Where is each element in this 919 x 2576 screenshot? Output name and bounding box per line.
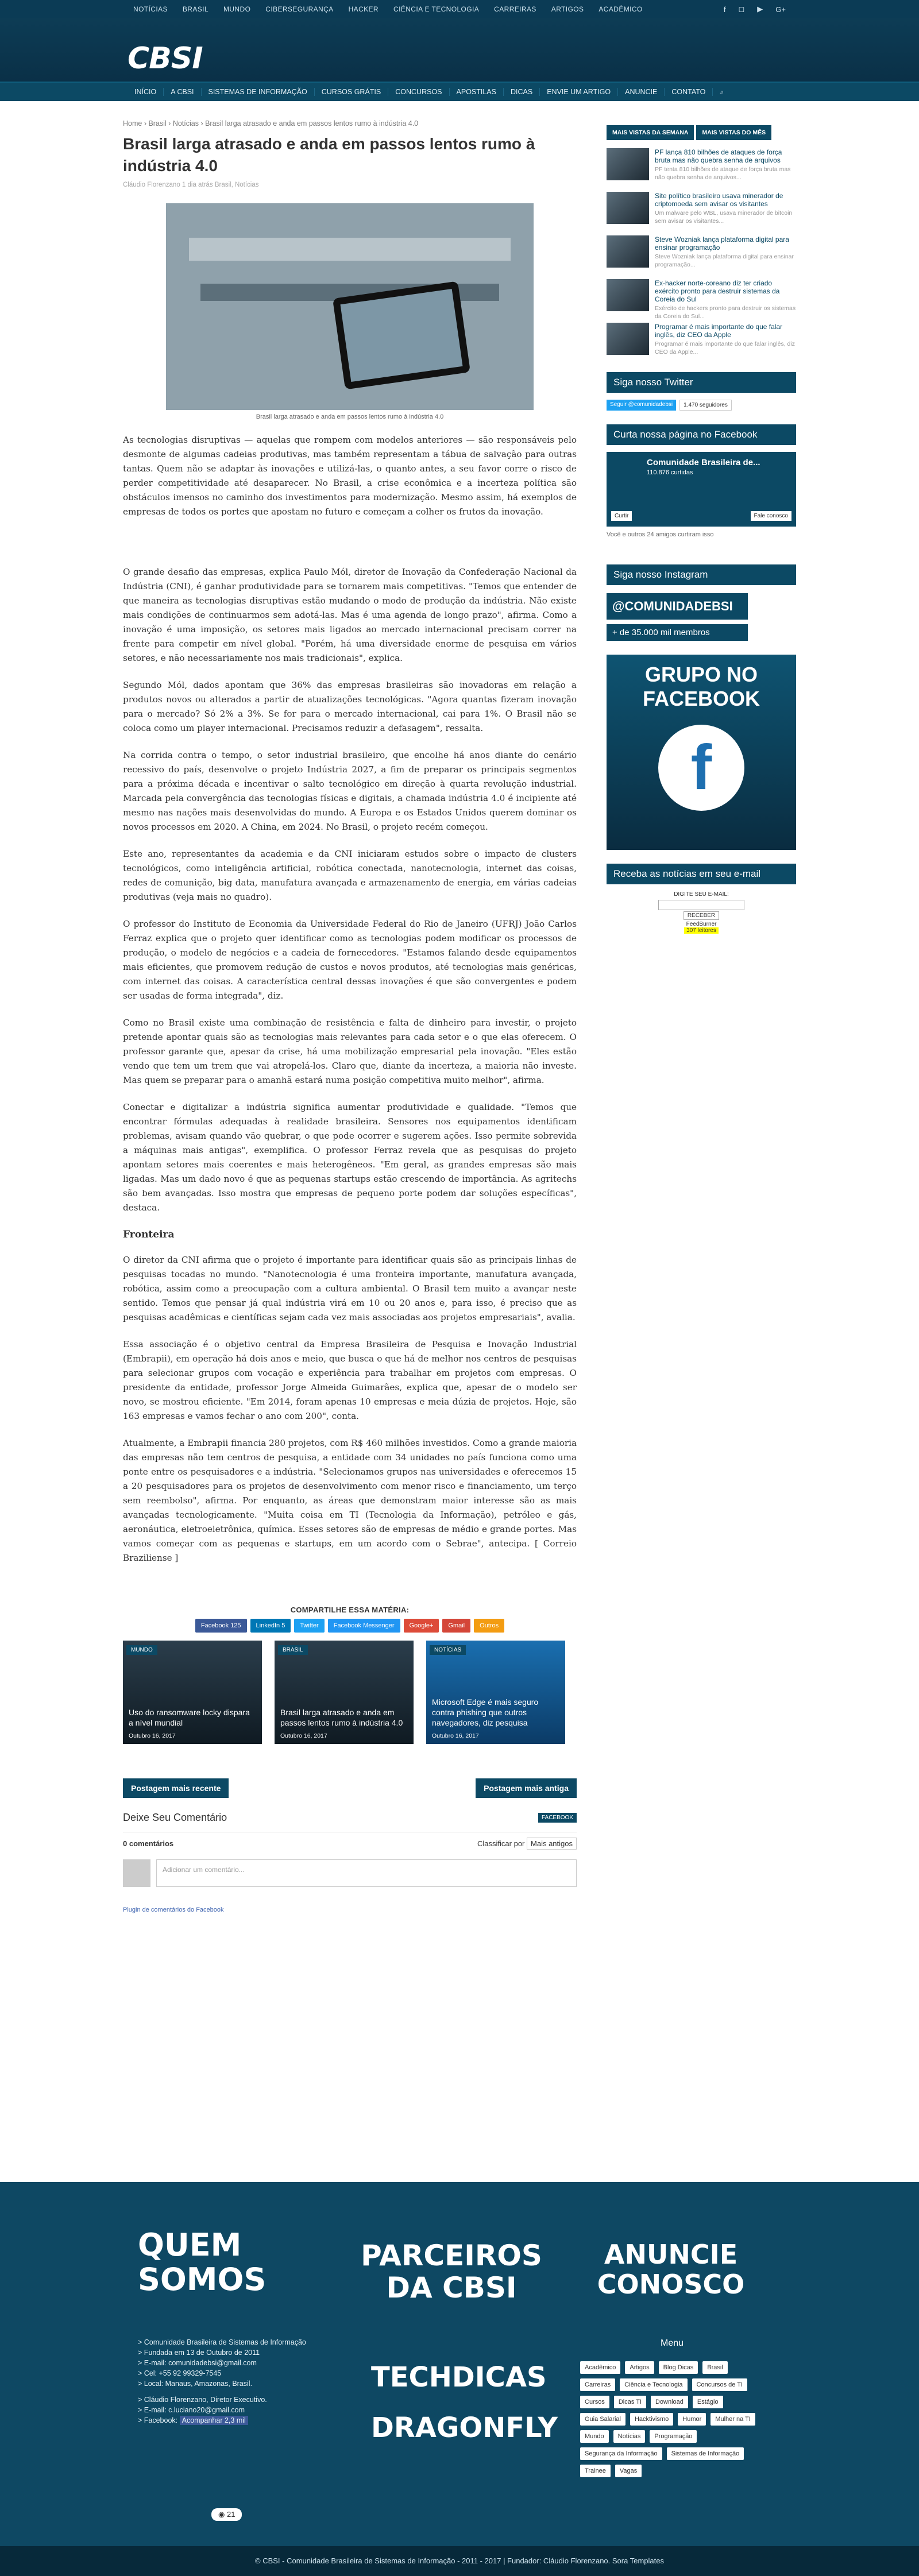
related-date: Outubro 16, 2017 [129,1732,176,1739]
share-google-button[interactable]: Google+ [404,1619,439,1633]
nav-item[interactable]: CONCURSOS [388,88,449,96]
article-image [166,203,534,410]
social-icons [724,0,786,18]
email-signup [607,891,796,934]
newer-post-button[interactable]: Postagem mais recente [123,1778,229,1798]
share-buttons [123,1619,577,1633]
email-input[interactable] [658,900,744,910]
sort-select[interactable]: Mais antigos [527,1838,577,1850]
breadcrumb[interactable]: Home › Brasil › Notícias › Brasil larga atrasado e anda em passos lentos rumo à indústria 4.0 [123,119,419,127]
tag[interactable]: Estágio [693,2396,723,2408]
tag[interactable]: Acadêmico [580,2361,620,2374]
eye-icon: ◉ [218,2510,227,2519]
tag[interactable]: Hacktivismo [630,2413,673,2426]
fb-likes: 110.876 curtidas [647,469,693,476]
related-date: Outubro 16, 2017 [280,1732,327,1739]
fb-page-name[interactable]: Comunidade Brasileira de... [647,458,760,467]
comment-count: 0 comentários [123,1839,174,1848]
sidebar [607,125,796,934]
top-bar [0,0,919,18]
article [123,119,577,1913]
tag[interactable]: Mulher na TI [711,2413,755,2426]
counter-value: 21 [226,2510,235,2519]
comment-input[interactable]: Adicionar um comentário... [156,1859,577,1887]
tag[interactable]: Vagas [615,2465,642,2477]
share-twitter-button[interactable]: Twitter [294,1619,324,1633]
paragraph: Conectar e digitalizar a indústria significa aumentar produtividade e qualidade. "Temos que encontrar fórmulas adequadas à realidade brasileira. Sensores nos equipamentos identificam problemas, avisam quando vão quebrar, o que pode ocorrer e sugerem ações. Isso permite sobrevida a máquinas mais antigas", exemplifica. O professor Ferraz revela que as pesquisas do projeto apontam setores mais coerentes e mais heterogêneos. "Em geral, as grandes empresas são mais ligadas. Mas um dado novo é que as pequenas startups estão crescendo de importância. As agritechs são bem avançadas. Isso mostra que empresas de pequeno porte podem dar soluções específicas", destaca. [123,1102,577,1213]
twitter-followers: 1.470 seguidores [679,400,732,411]
related-title[interactable]: Uso do ransomware locky dispara a nível mundial [129,1708,250,1727]
footer [0,2182,919,2546]
most-viewed-title[interactable]: Programar é mais importante do que falar inglês, diz CEO da Apple [655,323,783,339]
feedburner-text: FeedBurner [686,921,717,927]
fb-like-button[interactable]: Curtir [611,511,632,521]
most-viewed-title[interactable]: Steve Wozniak lança plataforma digital para ensinar programação [655,235,789,252]
top-link[interactable]: ARTIGOS [551,5,584,13]
top-link[interactable]: BRASIL [182,5,208,13]
tag[interactable]: Brasil [702,2361,728,2374]
footer-info-line: > Cel: +55 92 99329-7545 [138,2369,222,2377]
facebook-logo-icon: f [658,725,744,811]
share-linkedin-button[interactable]: LinkedIn 5 [250,1619,291,1633]
email-submit-button[interactable]: RECEBER [684,911,719,920]
footer-info-line: > Comunidade Brasileira de Sistemas de Informação [138,2338,306,2346]
article-figure [166,203,534,420]
footer-info-line: > Cláudio Florenzano, Diretor Executivo. [138,2396,267,2404]
tag[interactable]: Notícias [613,2430,646,2443]
paragraph: O professor do Instituto de Economia da Universidade Federal do Rio de Janeiro (UFRJ) João Carlos Ferraz explica que o projeto quer identificar como as tecnologias podem modificar os processos de produção, o modelo de negócios e a cadeia de fornecedores. "Estamos falando desde equipamentos mais eficientes, que promovem redução de custos e novos produtos, até tecnologias mais genéricas, com internet das coisas. A característica central dessas inovações é que são convergentes e podem ser usadas de forma integrada", diz. [123,919,577,1001]
top-link[interactable]: CIÊNCIA E TECNOLOGIA [393,5,480,13]
most-viewed-snippet: Um malware pelo WBL, usava minerador de bitcoin sem avisar os visitantes... [655,210,793,225]
paragraph: O grande desafio das empresas, explica Paulo Mól, diretor de Inovação da Confederação Nacional da Indústria (CNI), é ganhar produtividade para se tornarem mais competitivas. "Temos que entender de que maneira as tecnologias disruptivas estão mudando o modo de produção da indústria. Não existe mais condições de continuarmos sem adotá-las. Mas é uma agenda de longo prazo", afirma. Como a inovação é uma imposição, os setores mais ligados ao mercado internacional precisam correr na frente para competir em nível global. "Porém, há uma diversidade enorme de pesquisa em vários setores, e não necessariamente nos mais tradicionais", explica. [123,567,577,663]
tag[interactable]: Concursos de TI [692,2378,748,2391]
tag[interactable]: Humor [678,2413,706,2426]
most-viewed-title[interactable]: Site político brasileiro usava minerador de criptomoeda sem avisar os visitantes [655,192,783,208]
tag[interactable]: Mundo [580,2430,609,2443]
tab-most-month[interactable]: MAIS VISTAS DO MÊS [696,125,771,140]
share-section [123,1606,577,1633]
share-facebook-button[interactable]: Facebook 125 [195,1619,247,1633]
related-tag: MUNDO [126,1645,157,1655]
instagram-handle[interactable]: @COMUNIDADEBSI [607,593,748,620]
anuncie-heading: ANUNCIE CONOSCO [597,2239,745,2300]
top-link[interactable]: NOTÍCIAS [133,5,168,13]
twitter-heading: Siga nosso Twitter [607,372,796,393]
paragraph: As tecnologias disruptivas — aquelas que rompem com modelos anteriores — são responsáveis pelo desmonte de algumas cadeias produtivas, mas também representam a tábua de salvação para outras tantas. Quem não se adaptar às inovações e utilizá-las, o quanto antes, a seu favor corre o risco de perder competitividade até desaparecer. No Brasil, a crise econômica e a incerteza política são obstáculos imensos no caminho dos investimentos para modernização. Mesmo assim, há exemplos de empresas de todos os portes que apostam no futuro e começam a colher os frutos da inovação. [123,435,577,517]
footer-info-line: > Fundada em 13 de Outubro de 2011 [138,2349,260,2357]
nav-item[interactable]: CURSOS GRÁTIS [315,88,389,96]
most-viewed-item[interactable] [607,148,796,184]
fb-contact-button[interactable]: Fale conosco [751,511,791,521]
comments-heading: Deixe Seu Comentário [123,1812,227,1823]
nav-item[interactable]: INÍCIO [128,88,164,96]
footer-menu-heading: Menu [661,2338,684,2348]
tag-cloud [580,2361,764,2477]
most-viewed-snippet: Steve Wozniak lança plataforma digital para ensinar programação... [655,253,794,268]
sort-label: Classificar por [477,1839,525,1848]
paragraph: Na corrida contra o tempo, o setor industrial brasileiro, que encolhe há anos diante do cenário recessivo do país, desenvolve o projeto Indústria 2027, a fim de preparar os principais segmentos para a próxima década e incentivar o salto tecnológico em direção à quarta revolução industrial. Marcada pela convergência das tecnologias físicas e digitais, a chamada indústria 4.0 é incipiente até mesmo nas nações mais desenvolvidas do mundo. A Europa e os Estados Unidos querem dominar os novos processos em 2020. A China, em 2024. No Brasil, o projeto recém começou. [123,750,577,832]
paragraph: Essa associação é o objetivo central da Empresa Brasileira de Pesquisa e Inovação Industrial (Embrapii), em operação há dois anos e meio, que busca o que há de melhor nos centros de pesquisas para selecionar grupos com vocação e experiência para trabalhar em projetos com empresas. O presidente da entidade, professor Jorge Almeida Guimarães, explica que, apesar de o modelo ser novo, se mostrou eficiente. "Em 2014, foram apenas 10 empresas e meia dúzia de projetos. Hoje, são 163 empresas e vamos fechar o ano com 200", conta. [123,1339,577,1421]
nav-item[interactable]: APOSTILAS [450,88,504,96]
nav-item[interactable]: DICAS [504,88,540,96]
most-viewed-item[interactable] [607,279,796,320]
nav-item[interactable]: ANUNCIE [618,88,665,96]
related-tag: BRASIL [278,1645,308,1655]
related-tag: NOTÍCIAS [430,1645,466,1655]
techdicas-logo[interactable]: TECHDICAS [371,2361,547,2393]
tag[interactable]: Download [651,2396,688,2408]
facebook-group-banner[interactable] [607,655,796,850]
email-heading: Receba as notícias em seu e-mail [607,864,796,884]
nav-item[interactable]: ENVIE UM ARTIGO [540,88,618,96]
related-post[interactable] [123,1641,262,1744]
tag[interactable]: Artigos [625,2361,654,2374]
top-link[interactable]: ACADÊMICO [598,5,643,13]
youtube-icon[interactable]: ▶ [757,5,763,13]
thumbnail [607,148,649,180]
tab-most-week[interactable]: MAIS VISTAS DA SEMANA [607,125,694,140]
comments-plugin-link[interactable]: Plugin de comentários do Facebook [123,1906,224,1913]
top-link[interactable]: CIBERSEGURANÇA [265,5,334,13]
related-post[interactable] [426,1641,565,1744]
parceiros-heading: PARCEIROS DA CBSI [361,2239,542,2304]
share-messenger-button[interactable]: Facebook Messenger [328,1619,400,1633]
visit-counter [211,2508,242,2521]
tag[interactable]: Programação [650,2430,697,2443]
facebook-comments [123,1832,577,1913]
nav-item[interactable]: SISTEMAS DE INFORMAÇÃO [202,88,315,96]
copyright-bar: © CBSI - Comunidade Brasileira de Sistemas de Informação - 2011 - 2017 | Fundador: Cláudio Florenzano. Sora Templates [0,2546,919,2576]
share-more-button[interactable]: Outros [474,1619,504,1633]
footer-info-line[interactable]: > E-mail: comunidadebsi@gmail.com [138,2359,257,2367]
tag[interactable]: Ciência e Tecnologia [620,2378,687,2391]
most-viewed-item[interactable] [607,235,796,271]
quem-somos-heading: QUEM SOMOS [138,2227,267,2297]
email-label: DIGITE SEU E-MAIL: [674,891,729,898]
site-logo[interactable]: CBSI [128,41,203,76]
article-title: Brasil larga atrasado e anda em passos lentos rumo à indústria 4.0 [123,135,535,175]
tag[interactable]: Cursos [580,2396,609,2408]
most-viewed-snippet: Programar é mais importante do que falar inglês, diz CEO da Apple... [655,341,795,355]
tag[interactable]: Dicas TI [614,2396,646,2408]
most-viewed-item[interactable] [607,323,796,358]
twitter-follow-button[interactable]: Seguir @comunidadebsi [607,400,676,411]
thumbnail [607,235,649,268]
most-viewed-item[interactable] [607,192,796,227]
nav-item[interactable]: A CBSI [164,88,201,96]
paragraph: Atualmente, a Embrapii financia 280 projetos, com R$ 460 milhões investidos. Como a grande maioria das empresas não tem centros de pesquisa, a entidade com 34 unidades no país funciona como uma ponte entre os pesquisadores e a indústria. "Selecionamos grupos nas universidades e oferecemos 15 a 20 pesquisadores para os projetos de desenvolvimento com menor risco e financiamento, um terço sem reembolso", afirma. Por enquanto, as áreas que demonstram maior interesse são as mais avançadas tecnologicamente. "Muita coisa em TI (Tecnologia da Informação), petróleo e gás, aeronáutica, eletroeletrônica, química. Esses setores são de empresas de médio e grande portes. Mas vamos começar com as pequenas e startups, em um acordo com o Sebrae", antecipa. [ Correio Braziliense ] [123,1438,577,1563]
thumbnail [607,323,649,355]
paragraph: O diretor da CNI afirma que o projeto é importante para identificar quais são as principais linhas de pesquisas tocadas no mundo. "Nanotecnologia é uma fronteira importante, manufatura avançada, robótica, assim como a preocupação com a cultura ambiental. O Brasil tem muito a avançar neste sentido. Temos que pensar já qual indústria virá em 10 ou 20 anos e, para isso, é preciso que as pesquisas acadêmicas e científicas sejam cada vez mais associadas aos projetos empresariais", avalia. [123,1255,577,1322]
most-viewed-title[interactable]: PF lança 810 bilhões de ataques de força bruta mas não quebra senha de arquivos [655,148,782,164]
nav-item[interactable]: CONTATO [665,88,713,96]
tag[interactable]: Guia Salarial [580,2413,625,2426]
facebook-icon[interactable]: f [723,5,726,14]
search-icon[interactable]: ⌕ [720,87,724,96]
tag[interactable]: Blog Dicas [659,2361,698,2374]
article-meta: Cláudio Florenzano 1 dia atrás Brasil, Notícias [123,181,259,188]
related-date: Outubro 16, 2017 [432,1732,479,1739]
most-viewed-snippet: Exército de hackers pronto para destruir os sistemas da Coreia do Sul... [655,305,796,320]
instagram-members: + de 35.000 mil membros [607,624,748,641]
article-body [123,433,577,1565]
paragraph: Segundo Mól, dados apontam que 36% das empresas brasileiras são inovadoras em relação a produtos novos ou alterados a partir de atualizações tecnológicas. "Agora quantas fizeram inovação para o mercado? Só 2% a 3%. Se for para o mercado internacional, cai para 1%. O Brasil não se coloca como um player internacional. Precisamos reduzir a defasagem", ressalta. [123,680,577,733]
post-pager [123,1778,577,1798]
tag[interactable]: Carreiras [580,2378,615,2391]
top-links [133,0,643,18]
fb-follow-button[interactable]: Acompanhar 2,3 mil [180,2416,248,2425]
related-post[interactable] [275,1641,414,1744]
top-link[interactable]: HACKER [348,5,379,13]
thumbnail [607,279,649,311]
footer-info [138,2337,306,2426]
footer-info-line: > Facebook: [138,2416,178,2424]
section-heading: Fronteira [123,1229,175,1240]
top-link[interactable]: MUNDO [223,5,251,13]
top-link[interactable]: CARREIRAS [494,5,536,13]
google-plus-icon[interactable]: G+ [775,5,786,14]
avatar [123,1859,150,1887]
facebook-heading: Curta nossa página no Facebook [607,424,796,445]
dragonfly-logo[interactable]: DRAGONFLY [371,2412,558,2444]
share-title: COMPARTILHE ESSA MATÉRIA: [290,1606,410,1614]
footer-info-line[interactable]: > E-mail: c.luciano20@gmail.com [138,2406,245,2414]
thumbnail [607,192,649,224]
facebook-page-box[interactable] [607,452,796,527]
site-header [0,18,919,82]
footer-info-line: > Local: Manaus, Amazonas, Brasil. [138,2380,253,2388]
tag[interactable]: Trainee [580,2465,611,2477]
comments-header [123,1812,577,1824]
instagram-icon[interactable]: ◻ [738,5,745,13]
fb-friends: Você e outros 24 amigos curtiram isso [607,531,714,538]
related-posts [123,1641,577,1744]
comments-tab[interactable]: FACEBOOK [538,1813,577,1823]
readers-count: 307 leitores [684,927,719,934]
image-caption: Brasil larga atrasado e anda em passos lentos rumo à indústria 4.0 [256,413,444,420]
paragraph: Como no Brasil existe uma combinação de resistência e falta de dinheiro para investir, o projeto pretende apontar quais são as tecnologias mais relevantes para cada setor e o que elas oferecem. O professor garante que, apesar da crise, há uma mobilização empresarial pela inovação. "Eles estão vendo que tem um trem que vai atropelá-los. Claro que, diante da incerteza, a maioria não investe. Mas quem se preparar para o amanhã estará numa posição competitiva muito melhor", afirma. [123,1018,577,1085]
tablet-factory-illustration [166,203,534,410]
paragraph: Este ano, representantes da academia e da CNI iniciaram estudos sobre o impacto de clusters tecnológicos, como inteligência artificial, robótica conectada, nanotecnologia, internet das coisas, redes de comunição, big data, manufatura avançada e armazenamento de energia, em várias cadeias produtivas (veja mais no quadro). [123,849,577,902]
related-title[interactable]: Brasil larga atrasado e anda em passos lentos rumo à indústria 4.0 [280,1708,403,1727]
older-post-button[interactable]: Postagem mais antiga [476,1778,577,1798]
most-viewed-title[interactable]: Ex-hacker norte-coreano diz ter criado exército pronto para destruir sistemas da Coreia do Sul [655,279,780,303]
group-title: GRUPO NO FACEBOOK [642,663,760,710]
tag[interactable]: Sistemas de Informação [667,2447,744,2460]
share-gmail-button[interactable]: Gmail [442,1619,470,1633]
tag[interactable]: Segurança da Informação [580,2447,662,2460]
instagram-heading: Siga nosso Instagram [607,564,796,585]
most-viewed-snippet: PF tenta 810 bilhões de ataque de força bruta mas não quebra senha de arquivos... [655,166,791,181]
main-nav [0,82,919,101]
related-title[interactable]: Microsoft Edge é mais seguro contra phishing que outros navegadores, diz pesquisa [432,1697,539,1727]
